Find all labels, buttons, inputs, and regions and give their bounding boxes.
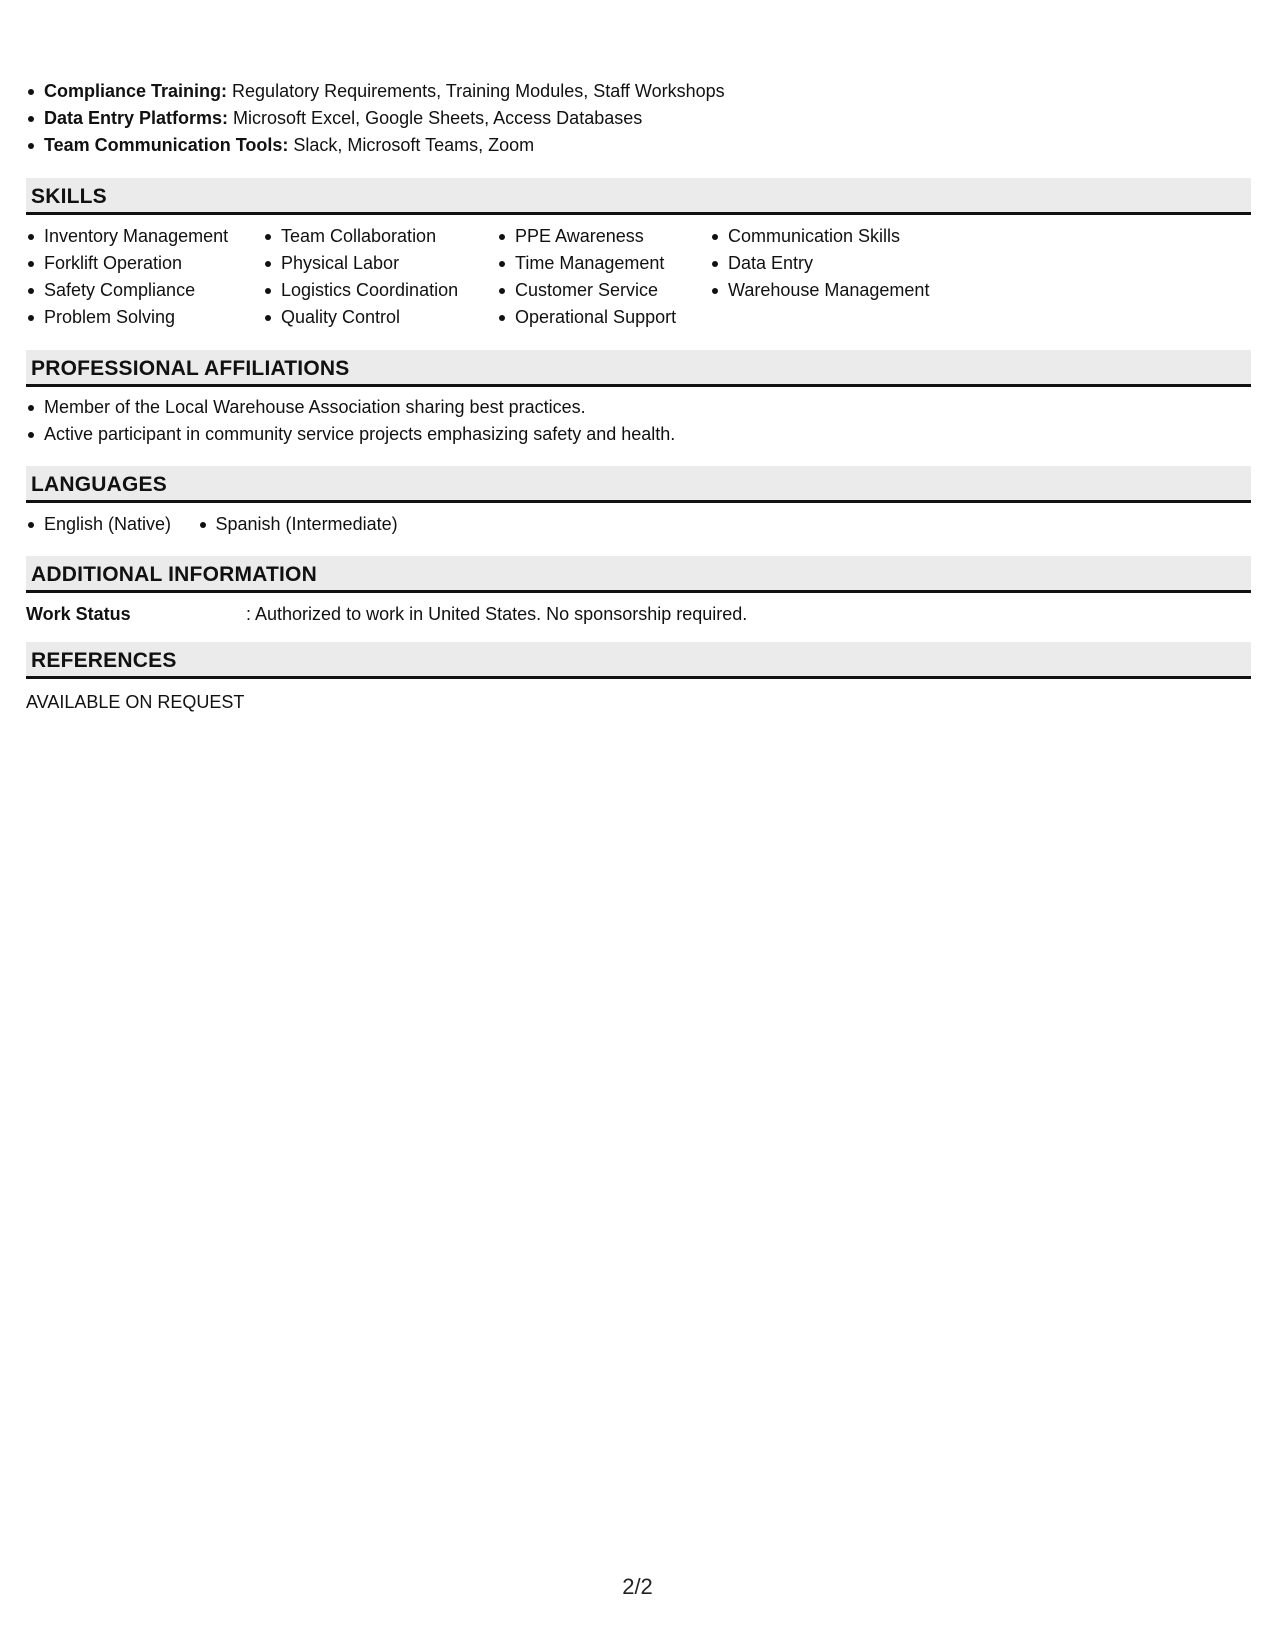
tech-skill-label: Data Entry Platforms: (44, 108, 229, 128)
section-header-skills (26, 178, 1251, 215)
list-item: Spanish (Intermediate) (198, 511, 398, 538)
section-title: REFERENCES (31, 649, 177, 672)
affiliations-list (26, 394, 675, 448)
list-item: Customer Service (497, 277, 676, 304)
list-item: Physical Labor (263, 250, 458, 277)
section-header-additional-information (26, 556, 1251, 593)
list-item: Warehouse Management (710, 277, 929, 304)
list-item (26, 132, 725, 159)
tech-skill-value: Slack, Microsoft Teams, Zoom (288, 135, 535, 155)
list-item: Problem Solving (26, 304, 228, 331)
skills-column (497, 223, 676, 331)
page-number: 2/2 (622, 1574, 653, 1599)
list-item: Data Entry (710, 250, 929, 277)
work-status-value: : Authorized to work in United States. No sponsorship required. (246, 604, 748, 624)
list-item: Quality Control (263, 304, 458, 331)
languages-list (26, 511, 420, 538)
tech-skill-value: Regulatory Requirements, Training Modules, Staff Workshops (227, 81, 725, 101)
technical-skills-list (26, 78, 725, 159)
list-item: Safety Compliance (26, 277, 228, 304)
tech-skill-value: Microsoft Excel, Google Sheets, Access Databases (228, 108, 643, 128)
list-item: Member of the Local Warehouse Association sharing best practices. (26, 394, 675, 421)
skills-column (710, 223, 929, 304)
section-header-languages (26, 466, 1251, 503)
skills-column (263, 223, 458, 331)
list-item: Logistics Coordination (263, 277, 458, 304)
list-item: Team Collaboration (263, 223, 458, 250)
list-item: Forklift Operation (26, 250, 228, 277)
list-item: Active participant in community service projects emphasizing safety and health. (26, 421, 675, 448)
section-header-affiliations (26, 350, 1251, 387)
list-item (26, 105, 725, 132)
skills-column (26, 223, 228, 331)
section-title: ADDITIONAL INFORMATION (31, 563, 317, 586)
tech-skill-label: Compliance Training: (44, 81, 228, 101)
section-title: SKILLS (31, 185, 107, 208)
list-item: Inventory Management (26, 223, 228, 250)
section-title: LANGUAGES (31, 473, 167, 496)
tech-skill-label: Team Communication Tools: (44, 135, 289, 155)
list-item: Operational Support (497, 304, 676, 331)
list-item: Communication Skills (710, 223, 929, 250)
list-item: Time Management (497, 250, 676, 277)
list-item: English (Native) (26, 511, 171, 538)
list-item: PPE Awareness (497, 223, 676, 250)
list-item (26, 78, 725, 105)
work-status-label: Work Status (26, 604, 131, 624)
references-text: AVAILABLE ON REQUEST (26, 692, 245, 712)
section-header-references (26, 642, 1251, 679)
section-title: PROFESSIONAL AFFILIATIONS (31, 357, 350, 380)
